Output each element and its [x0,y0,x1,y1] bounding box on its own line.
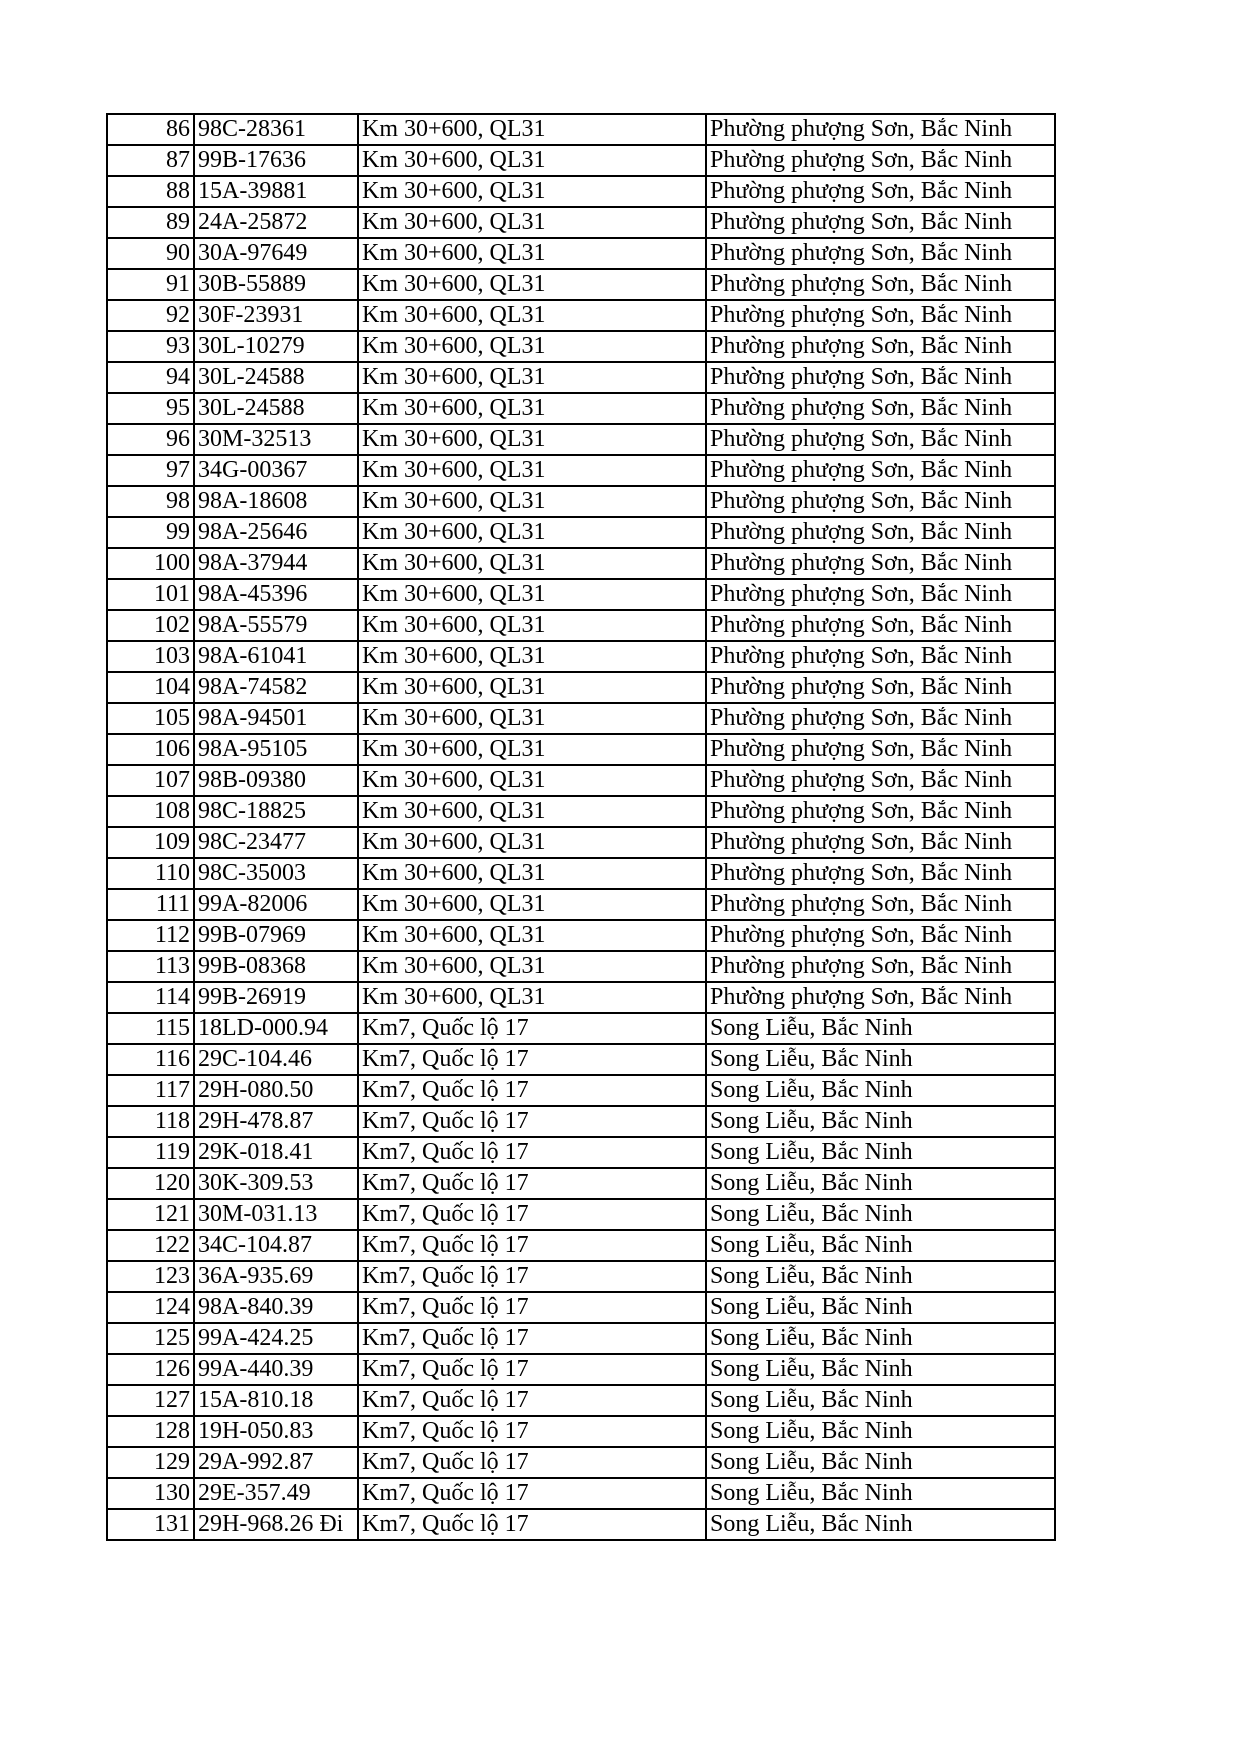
location-cell: Km7, Quốc lộ 17 [358,1447,706,1478]
location-cell: Km 30+600, QL31 [358,920,706,951]
table-row [107,1447,1055,1478]
plate-cell: 18LD-000.94 [194,1013,358,1044]
location-cell: Km7, Quốc lộ 17 [358,1044,706,1075]
row-number-cell: 100 [107,548,194,579]
unit-cell: Phường phượng Sơn, Bắc Ninh [706,703,1055,734]
table-row [107,331,1055,362]
row-number-cell: 124 [107,1292,194,1323]
row-number-cell: 128 [107,1416,194,1447]
row-number-cell: 92 [107,300,194,331]
row-number-cell: 89 [107,207,194,238]
unit-cell: Phường phượng Sơn, Bắc Ninh [706,982,1055,1013]
table-row [107,858,1055,889]
unit-cell: Song Liễu, Bắc Ninh [706,1106,1055,1137]
row-number-cell: 116 [107,1044,194,1075]
table-row [107,300,1055,331]
plate-cell: 29C-104.46 [194,1044,358,1075]
unit-cell: Phường phượng Sơn, Bắc Ninh [706,207,1055,238]
plate-cell: 99B-26919 [194,982,358,1013]
row-number-cell: 91 [107,269,194,300]
location-cell: Km 30+600, QL31 [358,238,706,269]
location-cell: Km 30+600, QL31 [358,889,706,920]
row-number-cell: 114 [107,982,194,1013]
unit-cell: Song Liễu, Bắc Ninh [706,1385,1055,1416]
location-cell: Km7, Quốc lộ 17 [358,1416,706,1447]
location-cell: Km 30+600, QL31 [358,393,706,424]
unit-cell: Phường phượng Sơn, Bắc Ninh [706,951,1055,982]
plate-cell: 29A-992.87 [194,1447,358,1478]
location-cell: Km 30+600, QL31 [358,145,706,176]
unit-cell: Phường phượng Sơn, Bắc Ninh [706,176,1055,207]
table-row [107,269,1055,300]
table-row [107,207,1055,238]
unit-cell: Song Liễu, Bắc Ninh [706,1168,1055,1199]
table-row [107,1261,1055,1292]
table-row [107,1385,1055,1416]
row-number-cell: 97 [107,455,194,486]
plate-cell: 15A-39881 [194,176,358,207]
unit-cell: Song Liễu, Bắc Ninh [706,1323,1055,1354]
row-number-cell: 110 [107,858,194,889]
unit-cell: Song Liễu, Bắc Ninh [706,1509,1055,1540]
unit-cell: Song Liễu, Bắc Ninh [706,1447,1055,1478]
row-number-cell: 101 [107,579,194,610]
location-cell: Km7, Quốc lộ 17 [358,1168,706,1199]
plate-cell: 99A-424.25 [194,1323,358,1354]
row-number-cell: 106 [107,734,194,765]
row-number-cell: 90 [107,238,194,269]
plate-cell: 98A-94501 [194,703,358,734]
table-row [107,1230,1055,1261]
unit-cell: Song Liễu, Bắc Ninh [706,1013,1055,1044]
table-row [107,1323,1055,1354]
unit-cell: Song Liễu, Bắc Ninh [706,1044,1055,1075]
table-row [107,827,1055,858]
row-number-cell: 131 [107,1509,194,1540]
row-number-cell: 109 [107,827,194,858]
table-row [107,145,1055,176]
unit-cell: Phường phượng Sơn, Bắc Ninh [706,269,1055,300]
row-number-cell: 96 [107,424,194,455]
location-cell: Km7, Quốc lộ 17 [358,1385,706,1416]
unit-cell: Song Liễu, Bắc Ninh [706,1137,1055,1168]
table-row [107,362,1055,393]
plate-cell: 98A-45396 [194,579,358,610]
location-cell: Km 30+600, QL31 [358,300,706,331]
location-cell: Km 30+600, QL31 [358,114,706,145]
location-cell: Km 30+600, QL31 [358,517,706,548]
location-cell: Km 30+600, QL31 [358,610,706,641]
location-cell: Km7, Quốc lộ 17 [358,1199,706,1230]
unit-cell: Song Liễu, Bắc Ninh [706,1075,1055,1106]
plate-cell: 98C-28361 [194,114,358,145]
row-number-cell: 120 [107,1168,194,1199]
table-row [107,1509,1055,1540]
plate-cell: 99A-82006 [194,889,358,920]
location-cell: Km7, Quốc lộ 17 [358,1354,706,1385]
table-row [107,176,1055,207]
row-number-cell: 107 [107,765,194,796]
row-number-cell: 123 [107,1261,194,1292]
table-row [107,951,1055,982]
plate-cell: 30B-55889 [194,269,358,300]
location-cell: Km7, Quốc lộ 17 [358,1075,706,1106]
unit-cell: Phường phượng Sơn, Bắc Ninh [706,796,1055,827]
plate-cell: 99B-17636 [194,145,358,176]
location-cell: Km 30+600, QL31 [358,207,706,238]
plate-cell: 99A-440.39 [194,1354,358,1385]
row-number-cell: 87 [107,145,194,176]
violations-table [106,113,1056,1541]
plate-cell: 98A-840.39 [194,1292,358,1323]
table-row [107,579,1055,610]
plate-cell: 98A-55579 [194,610,358,641]
plate-cell: 29H-080.50 [194,1075,358,1106]
row-number-cell: 125 [107,1323,194,1354]
location-cell: Km 30+600, QL31 [358,858,706,889]
table-row [107,734,1055,765]
unit-cell: Song Liễu, Bắc Ninh [706,1199,1055,1230]
plate-cell: 98A-61041 [194,641,358,672]
location-cell: Km7, Quốc lộ 17 [358,1509,706,1540]
table-row [107,1416,1055,1447]
unit-cell: Phường phượng Sơn, Bắc Ninh [706,672,1055,703]
row-number-cell: 122 [107,1230,194,1261]
table-row [107,238,1055,269]
row-number-cell: 98 [107,486,194,517]
location-cell: Km7, Quốc lộ 17 [358,1478,706,1509]
unit-cell: Phường phượng Sơn, Bắc Ninh [706,734,1055,765]
unit-cell: Phường phượng Sơn, Bắc Ninh [706,548,1055,579]
row-number-cell: 88 [107,176,194,207]
unit-cell: Phường phượng Sơn, Bắc Ninh [706,486,1055,517]
unit-cell: Phường phượng Sơn, Bắc Ninh [706,610,1055,641]
table-row [107,1075,1055,1106]
plate-cell: 30L-10279 [194,331,358,362]
row-number-cell: 94 [107,362,194,393]
row-number-cell: 99 [107,517,194,548]
plate-cell: 30F-23931 [194,300,358,331]
row-number-cell: 93 [107,331,194,362]
location-cell: Km 30+600, QL31 [358,362,706,393]
unit-cell: Phường phượng Sơn, Bắc Ninh [706,238,1055,269]
table-row [107,1478,1055,1509]
table-row [107,114,1055,145]
location-cell: Km 30+600, QL31 [358,331,706,362]
plate-cell: 98A-18608 [194,486,358,517]
location-cell: Km 30+600, QL31 [358,486,706,517]
location-cell: Km7, Quốc lộ 17 [358,1261,706,1292]
unit-cell: Song Liễu, Bắc Ninh [706,1230,1055,1261]
plate-cell: 98A-95105 [194,734,358,765]
unit-cell: Phường phượng Sơn, Bắc Ninh [706,827,1055,858]
row-number-cell: 95 [107,393,194,424]
unit-cell: Song Liễu, Bắc Ninh [706,1261,1055,1292]
location-cell: Km7, Quốc lộ 17 [358,1013,706,1044]
row-number-cell: 127 [107,1385,194,1416]
unit-cell: Phường phượng Sơn, Bắc Ninh [706,300,1055,331]
violations-table-body [107,114,1055,1540]
plate-cell: 29K-018.41 [194,1137,358,1168]
table-row [107,703,1055,734]
table-row [107,455,1055,486]
unit-cell: Song Liễu, Bắc Ninh [706,1416,1055,1447]
row-number-cell: 86 [107,114,194,145]
unit-cell: Phường phượng Sơn, Bắc Ninh [706,114,1055,145]
table-row [107,1013,1055,1044]
unit-cell: Phường phượng Sơn, Bắc Ninh [706,858,1055,889]
location-cell: Km 30+600, QL31 [358,548,706,579]
location-cell: Km 30+600, QL31 [358,734,706,765]
unit-cell: Phường phượng Sơn, Bắc Ninh [706,393,1055,424]
plate-cell: 98B-09380 [194,765,358,796]
location-cell: Km 30+600, QL31 [358,424,706,455]
row-number-cell: 111 [107,889,194,920]
plate-cell: 30A-97649 [194,238,358,269]
location-cell: Km 30+600, QL31 [358,176,706,207]
location-cell: Km 30+600, QL31 [358,765,706,796]
plate-cell: 98C-23477 [194,827,358,858]
table-row [107,1354,1055,1385]
table-row [107,1137,1055,1168]
unit-cell: Phường phượng Sơn, Bắc Ninh [706,920,1055,951]
table-row [107,1199,1055,1230]
unit-cell: Phường phượng Sơn, Bắc Ninh [706,424,1055,455]
plate-cell: 24A-25872 [194,207,358,238]
plate-cell: 30M-32513 [194,424,358,455]
table-row [107,517,1055,548]
row-number-cell: 104 [107,672,194,703]
location-cell: Km 30+600, QL31 [358,455,706,486]
location-cell: Km7, Quốc lộ 17 [358,1137,706,1168]
plate-cell: 15A-810.18 [194,1385,358,1416]
location-cell: Km7, Quốc lộ 17 [358,1292,706,1323]
location-cell: Km7, Quốc lộ 17 [358,1230,706,1261]
unit-cell: Phường phượng Sơn, Bắc Ninh [706,517,1055,548]
unit-cell: Phường phượng Sơn, Bắc Ninh [706,455,1055,486]
plate-cell: 98A-25646 [194,517,358,548]
location-cell: Km 30+600, QL31 [358,579,706,610]
unit-cell: Song Liễu, Bắc Ninh [706,1354,1055,1385]
plate-cell: 29E-357.49 [194,1478,358,1509]
plate-cell: 34C-104.87 [194,1230,358,1261]
plate-cell: 29H-968.26 Đi [194,1509,358,1540]
row-number-cell: 115 [107,1013,194,1044]
location-cell: Km 30+600, QL31 [358,827,706,858]
plate-cell: 98A-74582 [194,672,358,703]
table-row [107,920,1055,951]
unit-cell: Phường phượng Sơn, Bắc Ninh [706,145,1055,176]
row-number-cell: 102 [107,610,194,641]
table-row [107,1292,1055,1323]
table-row [107,765,1055,796]
row-number-cell: 113 [107,951,194,982]
plate-cell: 30M-031.13 [194,1199,358,1230]
row-number-cell: 129 [107,1447,194,1478]
plate-cell: 99B-08368 [194,951,358,982]
row-number-cell: 103 [107,641,194,672]
location-cell: Km 30+600, QL31 [358,796,706,827]
table-row [107,393,1055,424]
plate-cell: 19H-050.83 [194,1416,358,1447]
unit-cell: Phường phượng Sơn, Bắc Ninh [706,579,1055,610]
unit-cell: Phường phượng Sơn, Bắc Ninh [706,331,1055,362]
table-row [107,1168,1055,1199]
location-cell: Km 30+600, QL31 [358,703,706,734]
unit-cell: Phường phượng Sơn, Bắc Ninh [706,765,1055,796]
table-row [107,796,1055,827]
plate-cell: 34G-00367 [194,455,358,486]
table-row [107,889,1055,920]
location-cell: Km 30+600, QL31 [358,672,706,703]
row-number-cell: 112 [107,920,194,951]
plate-cell: 98C-35003 [194,858,358,889]
location-cell: Km7, Quốc lộ 17 [358,1323,706,1354]
plate-cell: 98A-37944 [194,548,358,579]
row-number-cell: 105 [107,703,194,734]
location-cell: Km 30+600, QL31 [358,982,706,1013]
unit-cell: Phường phượng Sơn, Bắc Ninh [706,362,1055,393]
location-cell: Km 30+600, QL31 [358,951,706,982]
row-number-cell: 126 [107,1354,194,1385]
unit-cell: Song Liễu, Bắc Ninh [706,1292,1055,1323]
row-number-cell: 121 [107,1199,194,1230]
table-row [107,641,1055,672]
table-row [107,486,1055,517]
row-number-cell: 108 [107,796,194,827]
row-number-cell: 130 [107,1478,194,1509]
location-cell: Km7, Quốc lộ 17 [358,1106,706,1137]
table-row [107,548,1055,579]
table-row [107,610,1055,641]
plate-cell: 98C-18825 [194,796,358,827]
plate-cell: 36A-935.69 [194,1261,358,1292]
unit-cell: Phường phượng Sơn, Bắc Ninh [706,641,1055,672]
plate-cell: 30L-24588 [194,393,358,424]
table-row [107,672,1055,703]
unit-cell: Song Liễu, Bắc Ninh [706,1478,1055,1509]
plate-cell: 99B-07969 [194,920,358,951]
location-cell: Km 30+600, QL31 [358,641,706,672]
table-row [107,1044,1055,1075]
table-row [107,982,1055,1013]
row-number-cell: 117 [107,1075,194,1106]
row-number-cell: 118 [107,1106,194,1137]
table-row [107,424,1055,455]
plate-cell: 29H-478.87 [194,1106,358,1137]
table-row [107,1106,1055,1137]
location-cell: Km 30+600, QL31 [358,269,706,300]
plate-cell: 30L-24588 [194,362,358,393]
row-number-cell: 119 [107,1137,194,1168]
unit-cell: Phường phượng Sơn, Bắc Ninh [706,889,1055,920]
plate-cell: 30K-309.53 [194,1168,358,1199]
